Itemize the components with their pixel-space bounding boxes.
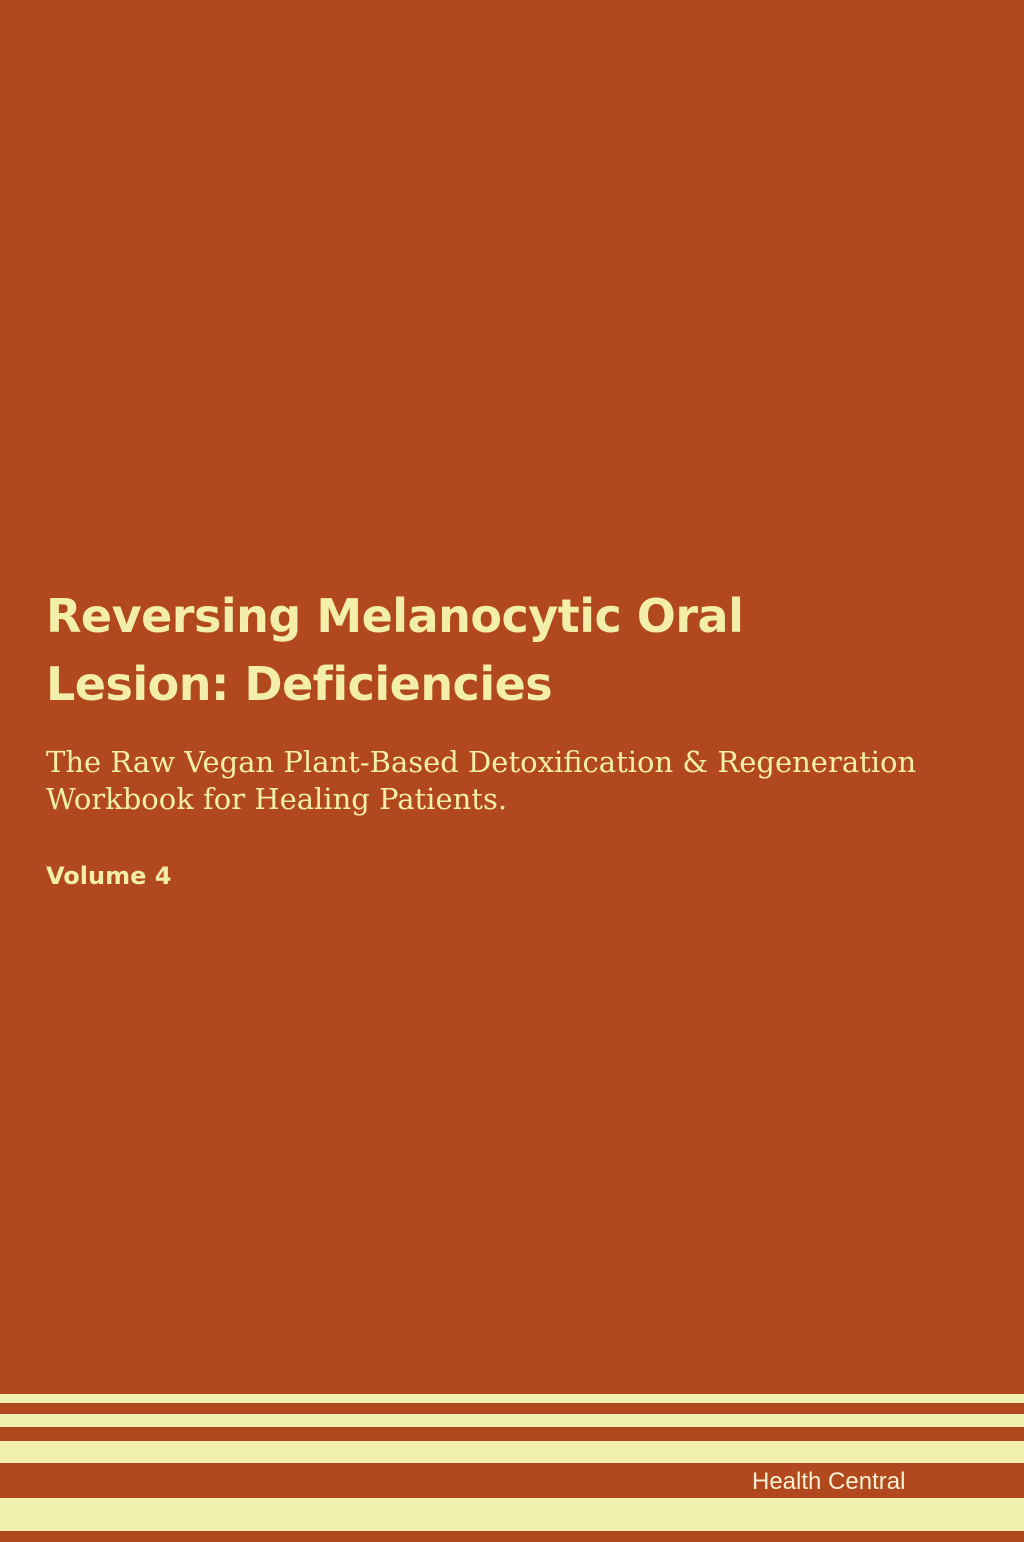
decorative-stripe [0, 1441, 1024, 1463]
book-title [46, 582, 946, 718]
book-title-line-1: Reversing Melanocytic Oral [46, 589, 744, 643]
decorative-stripe [0, 1498, 1024, 1531]
book-subtitle-line-2: Workbook for Healing Patients. [46, 782, 508, 816]
book-title-line-2: Lesion: Deficiencies [46, 657, 553, 711]
book-subtitle [46, 744, 966, 818]
decorative-stripe [0, 1414, 1024, 1427]
book-subtitle-line-1: The Raw Vegan Plant-Based Detoxification & Regeneration [46, 745, 917, 779]
decorative-stripe [0, 1394, 1024, 1403]
volume-label: Volume 4 [46, 862, 172, 890]
publisher-name: Health Central [752, 1468, 906, 1495]
